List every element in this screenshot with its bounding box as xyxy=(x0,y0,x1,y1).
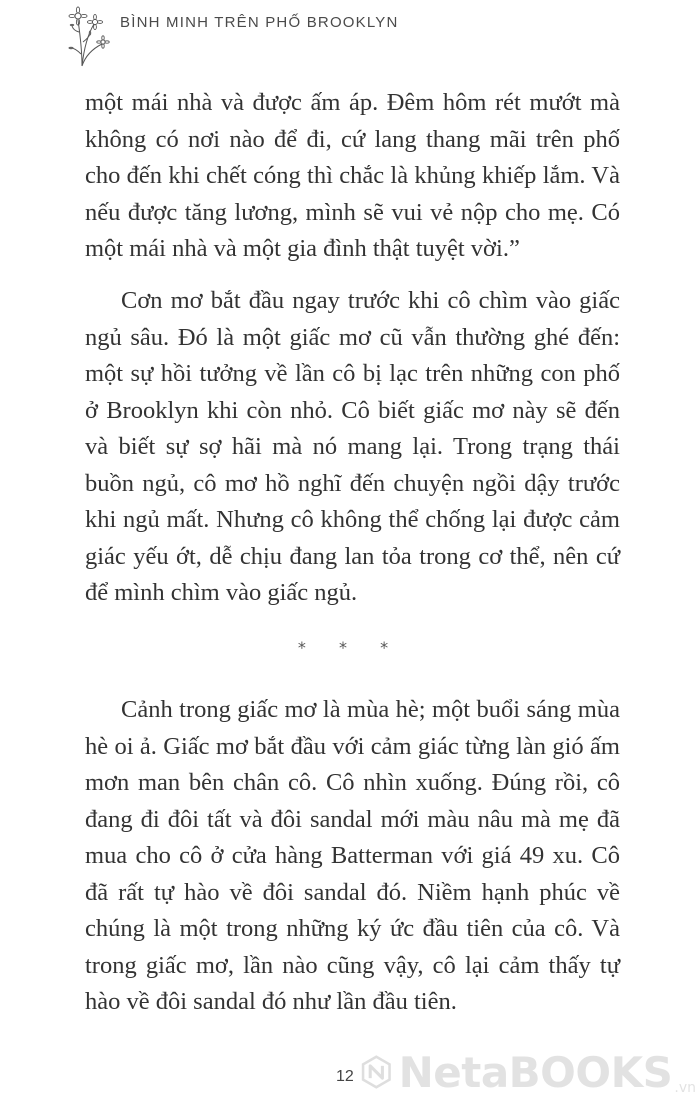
body-text-block xyxy=(85,692,620,1021)
body-text-block xyxy=(85,85,620,268)
page-number: 12 xyxy=(336,1068,354,1085)
watermark xyxy=(360,1030,696,1114)
running-title: BÌNH MINH TRÊN PHỐ BROOKLYN xyxy=(120,14,399,31)
paragraph: Cơn mơ bắt đầu ngay trước khi cô chìm vào giấc ngủ sâu. Đó là một giấc mơ cũ vẫn thường ghé đến: một sự hồi tưởng về lần cô bị lạc trên những con phố ở Brooklyn khi còn nhỏ. Cô biết giấc mơ này sẽ đến và biết sự sợ hãi mà nó mang lại. Trong trạng thái buồn ngủ, cô mơ hồ nghĩ đến chuyện ngồi dậy trước khi ngủ mất. Nhưng cô không thể chống lại được cảm giác yếu ớt, dễ chịu đang lan tỏa trong cơ thể, nên cứ để mình chìm vào giấc ngủ. xyxy=(85,287,620,606)
page-header xyxy=(68,4,399,68)
section-break: * * * xyxy=(297,638,403,657)
paragraph: Cảnh trong giấc mơ là mùa hè; một buổi sáng mùa hè oi ả. Giấc mơ bắt đầu với cảm giác từng làn gió ấm mơn man bên chân cô. Cô nhìn xuống. Đúng rồi, cô đang đi đôi tất và đôi sandal mới màu nâu mà mẹ đã mua cho cô ở cửa hàng Batterman với giá 49 xu. Cô đã rất tự hào về đôi sandal đó. Niềm hạnh phúc về chúng là một trong những ký ức đầu tiên của cô. Và trong giấc mơ, lần nào cũng vậy, cô lại cảm thấy tự hào về đôi sandal đó như lần đầu tiên. xyxy=(85,696,620,1015)
netabooks-logo-icon xyxy=(360,1040,393,1104)
paragraph: một mái nhà và được ấm áp. Đêm hôm rét mướt mà không có nơi nào để đi, cứ lang thang mãi trên phố cho đến khi chết cóng thì chắc là khủng khiếp lắm. Và nếu được tăng lương, mình sẽ vui vẻ nộp cho mẹ. Có một mái nhà và một gia đình thật tuyệt vời.” xyxy=(85,89,620,262)
watermark-name: NetaBOOKS xyxy=(398,1047,673,1097)
watermark-tld: .vn xyxy=(674,1080,696,1096)
body-text-block xyxy=(85,283,620,612)
flower-sprig-icon xyxy=(68,4,112,68)
